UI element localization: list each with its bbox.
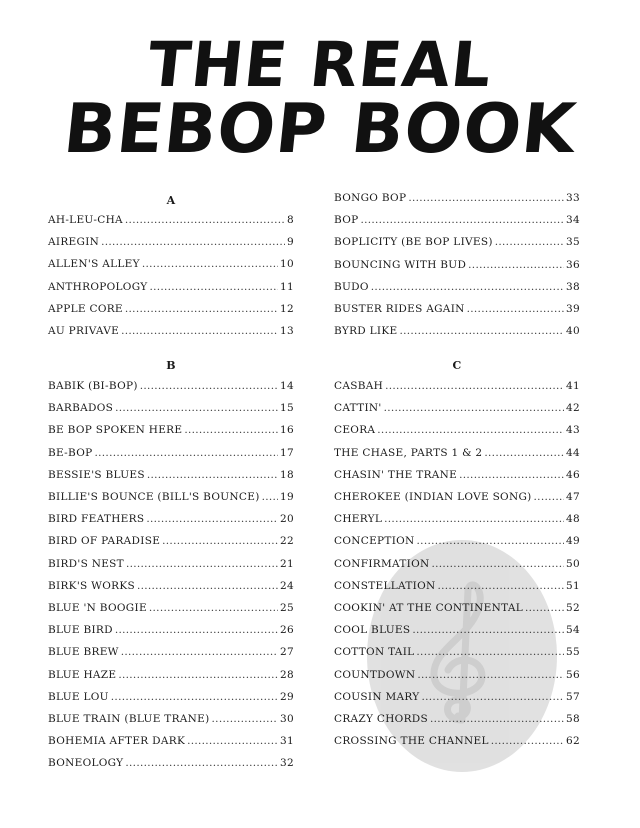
dot-leader bbox=[417, 535, 564, 547]
index-entry bbox=[334, 535, 580, 549]
dot-leader bbox=[384, 402, 564, 414]
dot-leader bbox=[184, 424, 278, 436]
entry-title: CHERYL bbox=[334, 513, 383, 526]
entry-title: COTTON TAIL bbox=[334, 646, 415, 659]
index-entry bbox=[334, 325, 580, 339]
section-heading-b: B bbox=[166, 359, 176, 372]
entry-title: COOL BLUES bbox=[334, 624, 411, 637]
entry-title: BIRK'S WORKS bbox=[48, 579, 135, 592]
entry-title: THE CHASE, PARTS 1 & 2 bbox=[334, 446, 483, 459]
entry-page-number: 31 bbox=[280, 735, 294, 748]
index-entry bbox=[48, 424, 294, 438]
index-entry bbox=[334, 259, 580, 273]
entry-page-number: 16 bbox=[280, 424, 294, 437]
index-entry bbox=[48, 691, 294, 705]
entry-title: COOKIN' AT THE CONTINENTAL bbox=[334, 602, 523, 614]
index-entry bbox=[334, 424, 580, 438]
index-entry bbox=[48, 757, 294, 771]
dot-leader bbox=[147, 469, 278, 481]
dot-leader bbox=[491, 735, 564, 747]
book-title-line-2: BEBOP BOOK bbox=[60, 90, 580, 169]
entry-title: CRAZY CHORDS bbox=[334, 713, 429, 725]
dot-leader bbox=[384, 513, 564, 525]
entry-title: BUDO bbox=[334, 280, 369, 293]
dot-leader bbox=[525, 602, 564, 614]
index-entry bbox=[48, 380, 294, 394]
entry-title: CONFIRMATION bbox=[334, 557, 430, 570]
index-entry bbox=[48, 402, 294, 416]
index-entry bbox=[48, 580, 294, 594]
entry-page-number: 33 bbox=[566, 192, 580, 204]
dot-leader bbox=[467, 303, 564, 315]
entry-title: BONEOLOGY bbox=[48, 757, 124, 770]
entry-page-number: 25 bbox=[280, 602, 294, 614]
entry-title: BIRD'S NEST bbox=[48, 557, 124, 570]
entry-title: CASBAH bbox=[334, 380, 384, 392]
dot-leader bbox=[385, 380, 564, 392]
dot-leader bbox=[125, 757, 278, 769]
entry-title: AH-LEU-CHA bbox=[48, 214, 123, 226]
entry-page-number: 52 bbox=[566, 602, 580, 614]
entry-title: BONGO BOP bbox=[334, 192, 407, 204]
index-entry bbox=[334, 192, 580, 206]
entry-title: BLUE BIRD bbox=[48, 624, 113, 637]
entry-page-number: 58 bbox=[566, 713, 580, 725]
index-entry bbox=[48, 735, 294, 749]
dot-leader bbox=[121, 646, 278, 658]
dot-leader bbox=[146, 513, 278, 525]
index-entry bbox=[48, 713, 294, 727]
entry-title: BESSIE'S BLUES bbox=[48, 468, 145, 481]
index-entry bbox=[48, 624, 294, 638]
entry-page-number: 40 bbox=[566, 325, 580, 338]
index-entry bbox=[334, 646, 580, 660]
entry-page-number: 20 bbox=[280, 513, 294, 526]
index-entry bbox=[48, 281, 294, 295]
index-entry bbox=[334, 236, 580, 250]
entry-page-number: 26 bbox=[280, 624, 294, 637]
dot-leader bbox=[111, 691, 278, 703]
entry-title: COUNTDOWN bbox=[334, 668, 416, 681]
dot-leader bbox=[360, 214, 564, 226]
index-entry bbox=[334, 580, 580, 594]
entry-page-number: 12 bbox=[280, 302, 294, 315]
index-entry bbox=[48, 535, 294, 549]
index-entry bbox=[48, 214, 294, 228]
entry-title: ALLEN'S ALLEY bbox=[48, 258, 140, 271]
dot-leader bbox=[125, 214, 285, 226]
dot-leader bbox=[431, 558, 564, 570]
entry-page-number: 10 bbox=[280, 258, 294, 271]
entry-page-number: 38 bbox=[566, 280, 580, 293]
index-entry bbox=[334, 602, 580, 616]
index-entry bbox=[334, 691, 580, 705]
entry-title: BLUE LOU bbox=[48, 690, 109, 703]
dot-leader bbox=[377, 424, 564, 436]
entry-page-number: 9 bbox=[287, 236, 294, 249]
entry-page-number: 48 bbox=[566, 513, 580, 526]
entry-title: BUSTER RIDES AGAIN bbox=[334, 303, 465, 315]
index-entry bbox=[334, 513, 580, 527]
dot-leader bbox=[262, 491, 278, 503]
entry-title: CHASIN' THE TRANE bbox=[334, 468, 458, 481]
entry-page-number: 27 bbox=[280, 646, 294, 659]
entry-page-number: 41 bbox=[566, 380, 580, 392]
index-entry bbox=[334, 624, 580, 638]
entry-title: BOPLICITY (BE BOP LIVES) bbox=[334, 236, 493, 249]
entry-page-number: 56 bbox=[566, 668, 580, 681]
index-entry bbox=[48, 447, 294, 461]
entry-page-number: 17 bbox=[280, 446, 294, 459]
index-entry bbox=[48, 325, 294, 339]
index-entry bbox=[334, 713, 580, 727]
dot-leader bbox=[212, 713, 278, 725]
entry-page-number: 54 bbox=[566, 624, 580, 637]
dot-leader bbox=[95, 447, 279, 459]
entry-page-number: 21 bbox=[280, 557, 294, 570]
entry-title: AU PRIVAVE bbox=[48, 325, 120, 337]
dot-leader bbox=[371, 281, 564, 293]
entry-page-number: 55 bbox=[566, 646, 580, 659]
dot-leader bbox=[118, 669, 278, 681]
entry-page-number: 30 bbox=[280, 713, 294, 725]
entry-title: BOP bbox=[334, 214, 359, 227]
dot-leader bbox=[187, 735, 278, 747]
index-entry bbox=[48, 602, 294, 616]
entry-title: BYRD LIKE bbox=[334, 325, 398, 338]
entry-page-number: 51 bbox=[566, 579, 580, 592]
entry-title: BE-BOP bbox=[48, 446, 93, 459]
dot-leader bbox=[126, 558, 278, 570]
index-entry bbox=[334, 303, 580, 317]
index-entry bbox=[334, 281, 580, 295]
index-entry bbox=[48, 646, 294, 660]
dot-leader bbox=[459, 469, 564, 481]
index-entry bbox=[48, 669, 294, 683]
entry-page-number: 22 bbox=[280, 535, 294, 548]
entry-page-number: 35 bbox=[566, 236, 580, 249]
index-entry bbox=[48, 258, 294, 272]
entry-title: BLUE 'N BOOGIE bbox=[48, 602, 147, 614]
dot-leader bbox=[115, 402, 278, 414]
entry-page-number: 11 bbox=[280, 280, 294, 293]
entry-title: COUSIN MARY bbox=[334, 690, 420, 703]
dot-leader bbox=[430, 713, 564, 725]
entry-page-number: 32 bbox=[280, 757, 294, 770]
entry-page-number: 15 bbox=[280, 402, 294, 415]
book-title-line-1: THE REAL bbox=[144, 28, 496, 101]
entry-title: BILLIE'S BOUNCE (BILL'S BOUNCE) bbox=[48, 491, 260, 503]
entry-page-number: 29 bbox=[280, 690, 294, 703]
entry-title: BLUE TRAIN (BLUE TRANE) bbox=[48, 713, 210, 725]
index-entry bbox=[334, 402, 580, 416]
dot-leader bbox=[142, 258, 278, 270]
dot-leader bbox=[140, 380, 278, 392]
entry-page-number: 14 bbox=[280, 380, 294, 392]
entry-title: BOHEMIA AFTER DARK bbox=[48, 735, 186, 748]
entry-title: BOUNCING WITH BUD bbox=[334, 258, 467, 271]
entry-page-number: 49 bbox=[566, 535, 580, 548]
index-entry bbox=[334, 214, 580, 228]
dot-leader bbox=[121, 325, 278, 337]
entry-page-number: 19 bbox=[280, 491, 294, 503]
dot-leader bbox=[125, 303, 278, 315]
dot-leader bbox=[417, 669, 564, 681]
entry-page-number: 39 bbox=[566, 303, 580, 315]
dot-leader bbox=[438, 580, 565, 592]
entry-page-number: 42 bbox=[566, 402, 580, 415]
index-entry bbox=[48, 558, 294, 572]
dot-leader bbox=[408, 192, 564, 204]
dot-leader bbox=[422, 691, 565, 703]
index-entry bbox=[48, 469, 294, 483]
dot-leader bbox=[495, 236, 564, 248]
entry-page-number: 18 bbox=[280, 468, 294, 481]
entry-page-number: 44 bbox=[566, 446, 580, 459]
index-entry bbox=[48, 236, 294, 250]
entry-title: BABIK (BI-BOP) bbox=[48, 380, 138, 392]
dot-leader bbox=[412, 624, 564, 636]
dot-leader bbox=[468, 259, 564, 271]
entry-title: BIRD OF PARADISE bbox=[48, 535, 161, 548]
entry-title: CHEROKEE (INDIAN LOVE SONG) bbox=[334, 491, 532, 503]
index-entry bbox=[334, 558, 580, 572]
entry-title: BE BOP SPOKEN HERE bbox=[48, 424, 183, 437]
entry-page-number: 43 bbox=[566, 424, 580, 437]
index-entry bbox=[48, 303, 294, 317]
entry-title: CONCEPTION bbox=[334, 535, 415, 548]
entry-title: CEORA bbox=[334, 424, 376, 437]
section-heading-a: A bbox=[166, 194, 176, 207]
dot-leader bbox=[534, 491, 564, 503]
dot-leader bbox=[137, 580, 278, 592]
dot-leader bbox=[162, 535, 278, 547]
entry-page-number: 13 bbox=[280, 325, 294, 337]
entry-page-number: 47 bbox=[566, 491, 580, 503]
entry-page-number: 46 bbox=[566, 468, 580, 481]
index-entry bbox=[334, 735, 580, 749]
entry-title: AIREGIN bbox=[48, 236, 100, 249]
dot-leader bbox=[484, 447, 564, 459]
entry-page-number: 24 bbox=[280, 579, 294, 592]
dot-leader bbox=[416, 646, 564, 658]
entry-page-number: 57 bbox=[566, 690, 580, 703]
index-entry bbox=[334, 491, 580, 505]
entry-title: BLUE HAZE bbox=[48, 668, 117, 681]
entry-page-number: 34 bbox=[566, 214, 580, 227]
entry-title: CROSSING THE CHANNEL bbox=[334, 735, 489, 748]
index-entry bbox=[334, 469, 580, 483]
dot-leader bbox=[101, 236, 285, 248]
entry-page-number: 50 bbox=[566, 557, 580, 570]
index-entry bbox=[48, 491, 294, 505]
entry-title: BLUE BREW bbox=[48, 646, 119, 659]
index-entry bbox=[48, 513, 294, 527]
entry-page-number: 8 bbox=[287, 214, 294, 226]
entry-title: CONSTELLATION bbox=[334, 579, 436, 592]
index-entry bbox=[334, 669, 580, 683]
entry-title: ANTHROPOLOGY bbox=[48, 280, 148, 293]
entry-title: CATTIN' bbox=[334, 402, 382, 415]
dot-leader bbox=[399, 325, 564, 337]
section-heading-c: C bbox=[452, 359, 462, 372]
dot-leader bbox=[149, 602, 278, 614]
entry-page-number: 28 bbox=[280, 668, 294, 681]
entry-title: APPLE CORE bbox=[48, 302, 123, 315]
entry-title: BARBADOS bbox=[48, 402, 114, 415]
entry-page-number: 62 bbox=[566, 735, 580, 748]
dot-leader bbox=[115, 624, 278, 636]
index-entry bbox=[334, 447, 580, 461]
index-entry bbox=[334, 380, 580, 394]
entry-title: BIRD FEATHERS bbox=[48, 513, 145, 526]
entry-page-number: 36 bbox=[566, 258, 580, 271]
dot-leader bbox=[149, 281, 278, 293]
